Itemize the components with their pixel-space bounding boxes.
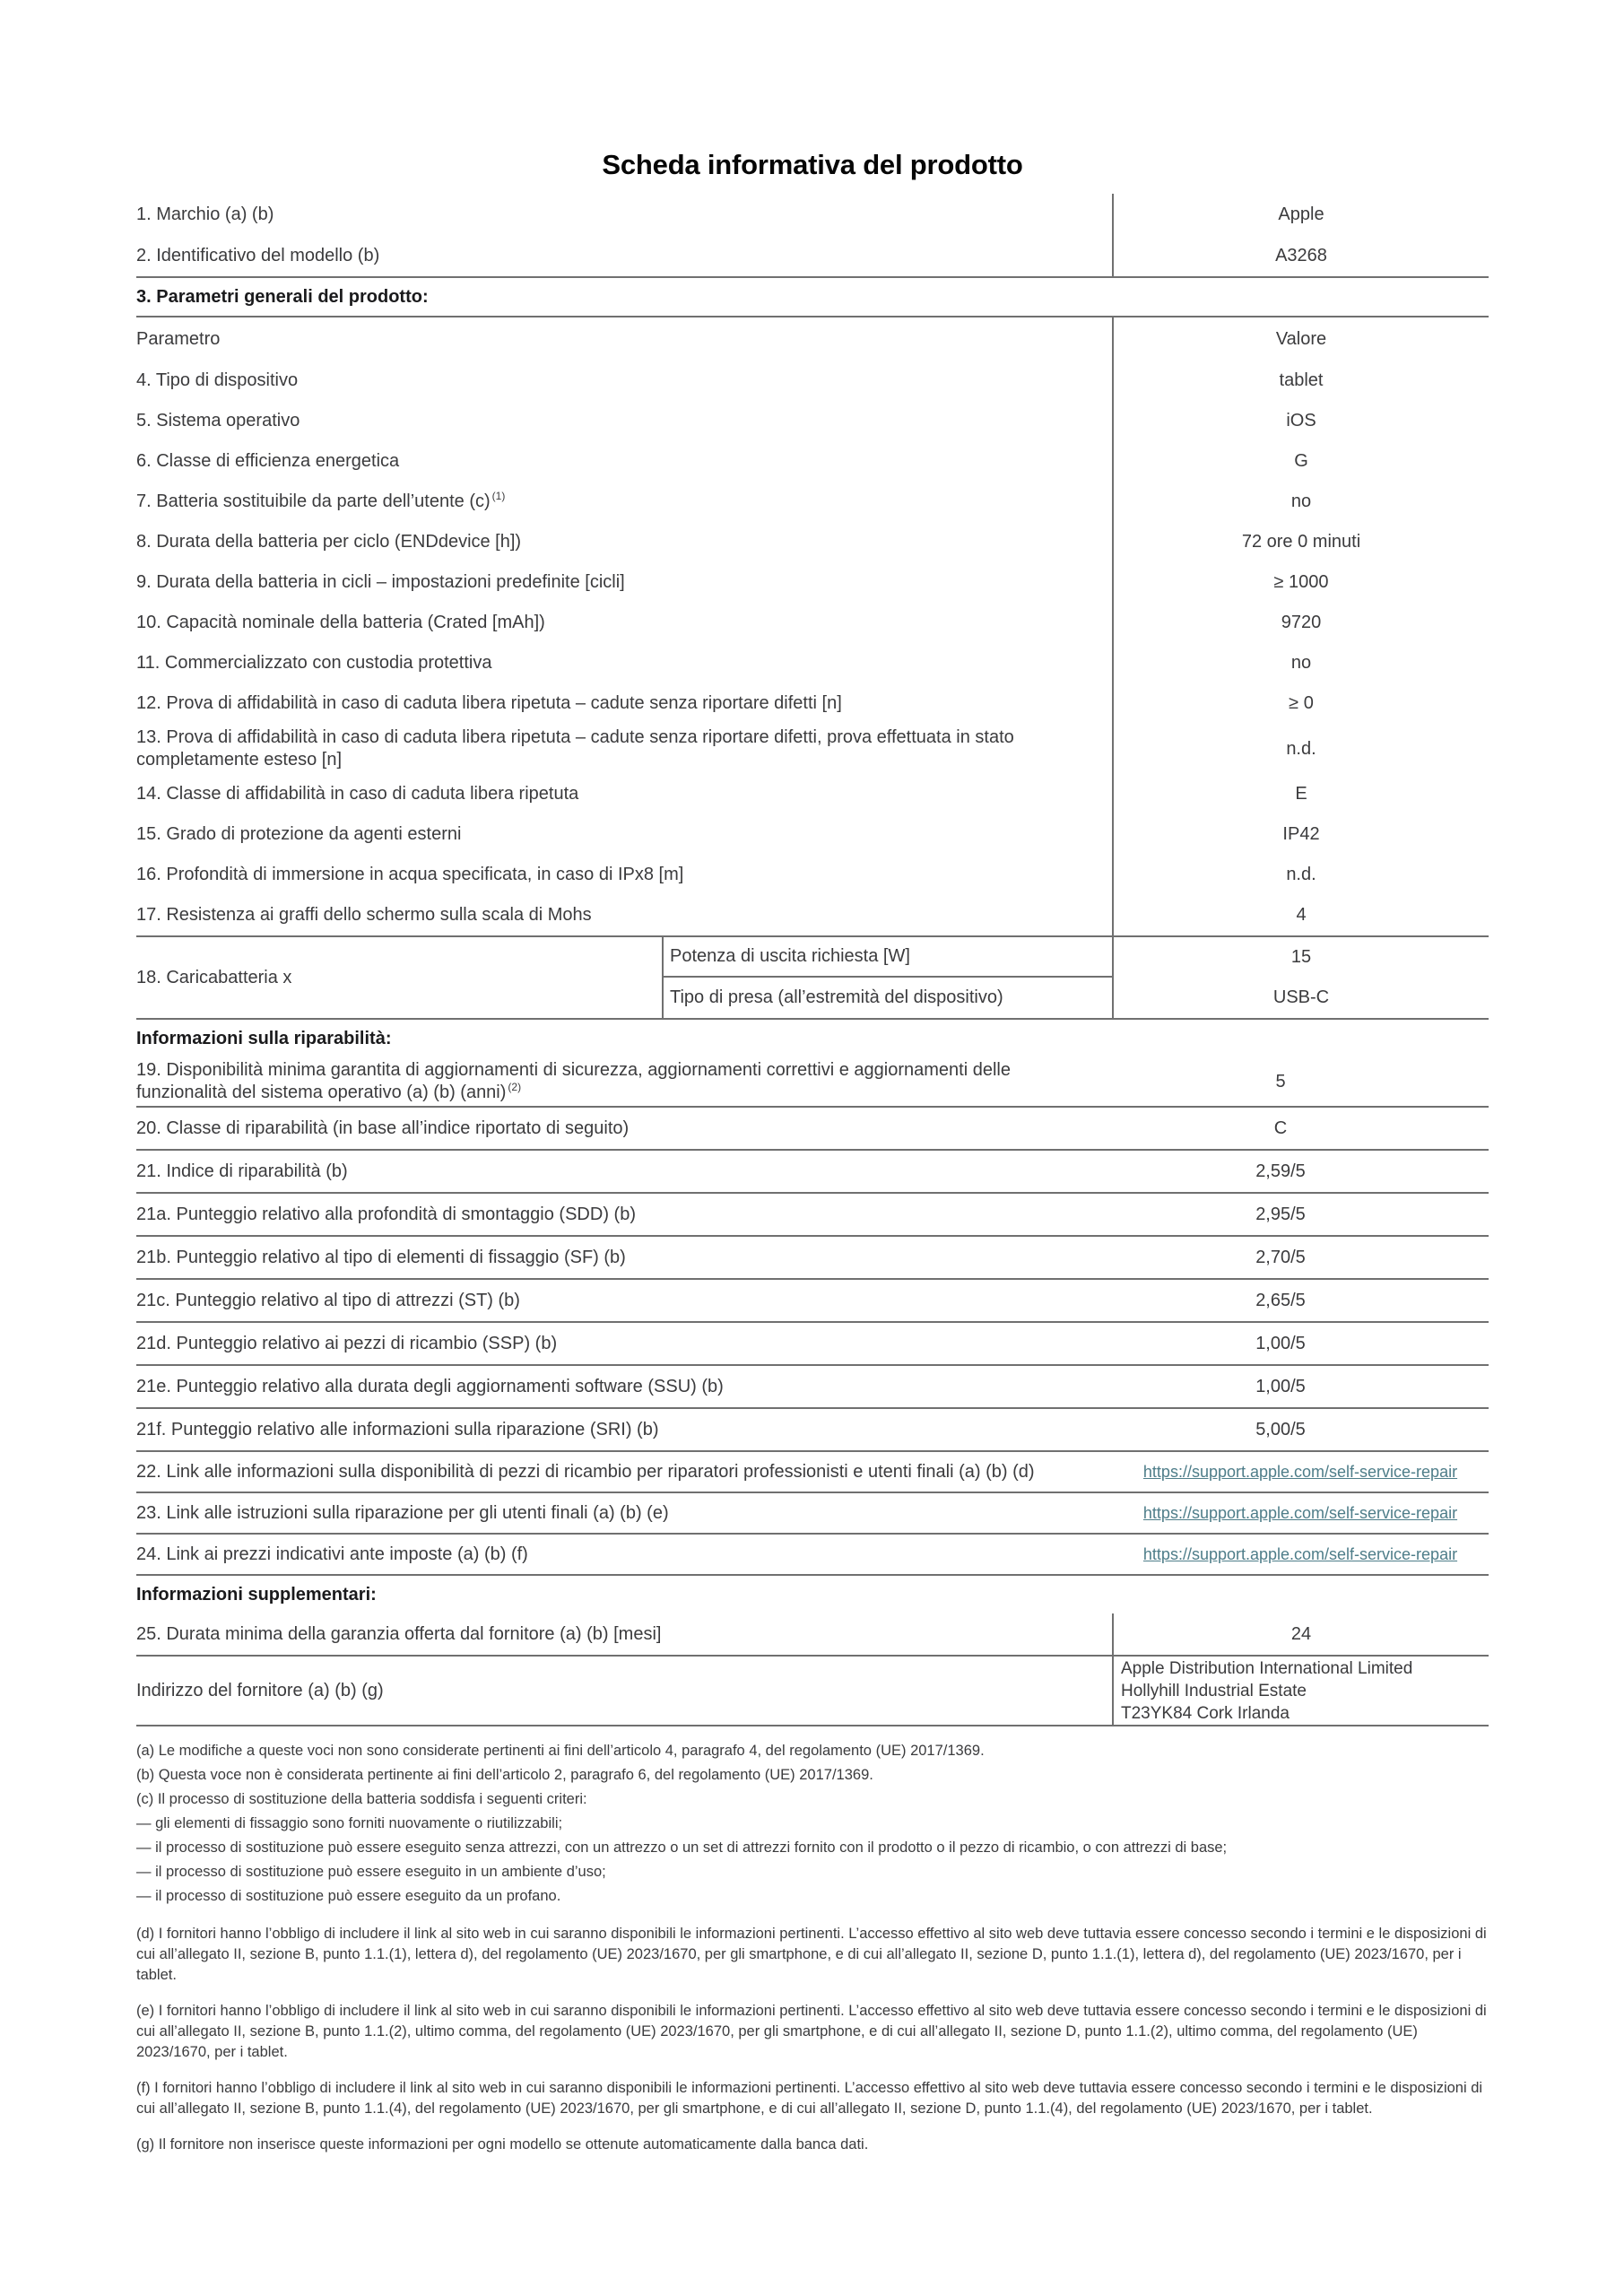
address-line: Apple Distribution International Limited <box>1121 1658 1413 1678</box>
supplier-address <box>1112 1657 1489 1725</box>
table-row <box>136 895 1489 935</box>
row-value: 2,65/5 <box>1255 1290 1306 1310</box>
supplier-address-row <box>136 1657 1489 1726</box>
repair-link[interactable]: https://support.apple.com/self-service-repair <box>1142 1463 1458 1481</box>
row-label: 10. Capacità nominale della batteria (Crated [mAh]) <box>136 613 545 632</box>
row-label: 21f. Punteggio relativo alle informazioni sulla riparazione (SRI) (b) <box>136 1419 659 1439</box>
row-value: A3268 <box>1112 235 1489 276</box>
value-column-header: Valore <box>1112 317 1489 361</box>
row-value: no <box>1112 482 1489 522</box>
repairability-table <box>136 1057 1489 1452</box>
row-label: 9. Durata della batteria in cicli – impostazioni predefinite [cicli] <box>136 572 625 592</box>
repair-links-table <box>136 1452 1489 1576</box>
row-value: ≥ 1000 <box>1112 562 1489 603</box>
row-label: 21a. Punteggio relativo alla profondità di smontaggio (SDD) (b) <box>136 1204 636 1224</box>
table-row <box>136 814 1489 855</box>
row-value: 9720 <box>1112 603 1489 643</box>
table-row <box>136 562 1489 603</box>
charger-sub-label: Tipo di presa (all’estremità del dispositivo) <box>662 978 1112 1018</box>
row-label: 14. Classe di affidabilità in caso di caduta libera ripetuta <box>136 784 579 804</box>
section-heading-repairability: Informazioni sulla riparabilità: <box>136 1028 392 1048</box>
charger-sub-value: 15 <box>1112 937 1489 978</box>
table-row <box>136 1194 1489 1237</box>
row-value: Apple <box>1112 194 1489 235</box>
row-label: 21b. Punteggio relativo al tipo di elementi di fissaggio (SF) (b) <box>136 1247 626 1267</box>
row-label: 19. Disponibilità minima garantita di aggiornamenti di sicurezza, aggiornamenti correttivi e aggiornamenti delle funzionalità del sistema operativo (a) (b) (anni) $^{(2)}$ <box>136 1060 1011 1102</box>
row-value: 24 <box>1112 1613 1489 1655</box>
row-value: tablet <box>1112 361 1489 401</box>
row-value: 1,00/5 <box>1255 1333 1306 1353</box>
row-label: 21e. Punteggio relativo alla durata degli aggiornamenti software (SSU) (b) <box>136 1376 724 1396</box>
table-row <box>136 1409 1489 1452</box>
table-row <box>136 441 1489 482</box>
row-label: 13. Prova di affidabilità in caso di caduta libera ripetuta – cadute senza riportare difetti, prova effettuata in stato completamente esteso [n] <box>136 727 1014 770</box>
row-label: 2. Identificativo del modello (b) <box>136 245 380 265</box>
row-value: ≥ 0 <box>1112 683 1489 724</box>
sheet-container <box>136 0 1489 2155</box>
warranty-row <box>136 1613 1489 1657</box>
row-label: 21. Indice di riparabilità (b) <box>136 1161 348 1181</box>
footnote-ref: (1) <box>491 490 506 503</box>
row-value: C <box>1273 1118 1288 1138</box>
table-row <box>136 401 1489 441</box>
footnote: (d) I fornitori hanno l’obbligo di includere il link al sito web in cui saranno disponibili le informazioni pertinenti. L’accesso effettivo al sito web deve tuttavia essere concesso secondo i termini e le disposizioni di cui all’allegato II, sezione B, punto 1.1.(1), lettera d), del regolamento (UE) 2023/1670, per gli smartphone, e di cui all’allegato II, sezione D, punto 1.1.(1), lettera d), del regolamento (UE) 2023/1670, per i tablet. <box>136 1926 1487 1983</box>
row-label: 25. Durata minima della garanzia offerta dal fornitore (a) (b) [mesi] <box>136 1623 662 1644</box>
row-value: 2,70/5 <box>1255 1247 1306 1267</box>
table-header-row <box>136 317 1489 361</box>
table-row <box>136 361 1489 401</box>
link-cell <box>1112 1535 1489 1574</box>
footnotes-block <box>136 1739 1489 2155</box>
table-row <box>136 1237 1489 1280</box>
table-row <box>136 482 1489 522</box>
link-cell <box>1112 1452 1489 1492</box>
identity-table <box>136 194 1489 276</box>
footnote: — il processo di sostituzione può essere eseguito da un profano. <box>136 1888 561 1904</box>
row-value: 2,95/5 <box>1255 1204 1306 1224</box>
table-row <box>136 1057 1489 1108</box>
table-row <box>136 522 1489 562</box>
row-value: 5 <box>1275 1071 1286 1091</box>
footnote-ref: (2) <box>508 1081 522 1094</box>
table-row <box>136 1280 1489 1323</box>
repair-link[interactable]: https://support.apple.com/self-service-repair <box>1142 1545 1458 1563</box>
row-label: 16. Profondità di immersione in acqua specificata, in caso di IPx8 [m] <box>136 865 684 884</box>
section-heading-supplementary: Informazioni supplementari: <box>136 1584 377 1605</box>
footnote: (c) Il processo di sostituzione della batteria soddisfa i seguenti criteri: <box>136 1791 587 1807</box>
footnote: — il processo di sostituzione può essere eseguito senza attrezzi, con un attrezzo o un set di attrezzi fornito con il prodotto o il pezzo di ricambio, o con attrezzi di base; <box>136 1839 1228 1856</box>
table-row <box>136 1323 1489 1366</box>
row-label: 23. Link alle istruzioni sulla riparazione per gli utenti finali (a) (b) (e) <box>136 1502 669 1523</box>
row-label: 24. Link ai prezzi indicativi ante imposte (a) (b) (f) <box>136 1544 528 1564</box>
table-row <box>136 1108 1489 1151</box>
row-value: IP42 <box>1112 814 1489 855</box>
section-heading-general: 3. Parametri generali del prodotto: <box>136 276 1489 317</box>
table-row <box>136 1366 1489 1409</box>
table-row <box>136 235 1489 276</box>
footnote: (a) Le modifiche a queste voci non sono considerate pertinenti ai fini dell’articolo 4, paragrafo 4, del regolamento (UE) 2017/1369. <box>136 1743 985 1759</box>
row-label: 6. Classe di efficienza energetica <box>136 451 400 471</box>
row-value: iOS <box>1112 401 1489 441</box>
table-row <box>136 724 1489 774</box>
row-label: 7. Batteria sostituibile da parte dell’utente (c) $^{(1)}$ <box>136 490 506 511</box>
row-label: 21d. Punteggio relativo ai pezzi di ricambio (SSP) (b) <box>136 1333 558 1353</box>
table-row <box>136 643 1489 683</box>
row-label: 20. Classe di riparabilità (in base all’indice riportato di seguito) <box>136 1118 630 1138</box>
general-table <box>136 361 1489 935</box>
table-row <box>136 603 1489 643</box>
footnote: (b) Questa voce non è considerata pertinente ai fini dell’articolo 2, paragrafo 6, del regolamento (UE) 2017/1369. <box>136 1767 873 1783</box>
row-label: 15. Grado di protezione da agenti esterni <box>136 824 462 844</box>
footnote: — gli elementi di fissaggio sono forniti nuovamente o riutilizzabili; <box>136 1815 563 1831</box>
row-label: 18. Caricabatteria x <box>136 967 292 987</box>
row-value: n.d. <box>1112 724 1489 774</box>
address-line: Hollyhill Industrial Estate <box>1121 1681 1307 1700</box>
table-row <box>136 1452 1489 1493</box>
row-value: n.d. <box>1112 855 1489 895</box>
table-row <box>136 194 1489 235</box>
row-label: 12. Prova di affidabilità in caso di caduta libera ripetuta – cadute senza riportare difetti [n] <box>136 693 842 713</box>
row-value: no <box>1112 643 1489 683</box>
link-cell <box>1112 1493 1489 1533</box>
row-label: Indirizzo del fornitore (a) (b) (g) <box>136 1680 384 1700</box>
table-row <box>136 1151 1489 1194</box>
charger-sub-label: Potenza di uscita richiesta [W] <box>662 937 1112 978</box>
footnote: (e) I fornitori hanno l’obbligo di includere il link al sito web in cui saranno disponibili le informazioni pertinenti. L’accesso effettivo al sito web deve tuttavia essere concesso secondo i termini e le disposizioni di cui all’allegato II, sezione B, punto 1.1.(2), ultimo comma, del regolamento (UE) 2023/1670, per gli smartphone, e di cui all’allegato II, sezione D, punto 1.1.(2), ultimo comma, del regolamento (UE) 2023/1670, per i tablet. <box>136 2003 1487 2060</box>
charger-sub-value: USB-C <box>1112 978 1489 1018</box>
table-row <box>136 1493 1489 1535</box>
table-row <box>136 774 1489 814</box>
table-row <box>136 1535 1489 1576</box>
footnote: (f) I fornitori hanno l’obbligo di includere il link al sito web in cui saranno disponibili le informazioni pertinenti. L’accesso effettivo al sito web deve tuttavia essere concesso secondo i termini e le disposizioni di cui all’allegato II, sezione B, punto 1.1.(4), del regolamento (UE) 2023/1670, per gli smartphone, e di cui all’allegato II, sezione D, punto 1.1.(4), del regolamento (UE) 2023/1670, per i tablet. <box>136 2080 1483 2117</box>
row-value: 5,00/5 <box>1255 1419 1306 1439</box>
row-value: 1,00/5 <box>1255 1376 1306 1396</box>
row-label: 4. Tipo di dispositivo <box>136 370 299 390</box>
row-value: 72 ore 0 minuti <box>1112 522 1489 562</box>
param-column-header: Parametro <box>136 328 221 349</box>
row-label: 5. Sistema operativo <box>136 411 300 430</box>
row-label: 22. Link alle informazioni sulla disponibilità di pezzi di ricambio per riparatori professionisti e utenti finali (a) (b) (d) <box>136 1461 1035 1482</box>
charger-row <box>136 935 1489 1020</box>
row-value: 4 <box>1112 895 1489 935</box>
repair-link[interactable]: https://support.apple.com/self-service-repair <box>1142 1504 1458 1522</box>
row-value: 2,59/5 <box>1255 1161 1306 1181</box>
table-row <box>136 683 1489 724</box>
row-value: G <box>1112 441 1489 482</box>
row-label: 8. Durata della batteria per ciclo (ENDdevice [h]) <box>136 532 522 552</box>
row-value: E <box>1112 774 1489 814</box>
row-label: 21c. Punteggio relativo al tipo di attrezzi (ST) (b) <box>136 1290 520 1310</box>
footnote: — il processo di sostituzione può essere eseguito in un ambiente d’uso; <box>136 1864 606 1880</box>
row-label: 11. Commercializzato con custodia protettiva <box>136 653 492 673</box>
footnote: (g) Il fornitore non inserisce queste informazioni per ogni modello se ottenute automaticamente dalla banca dati. <box>136 2136 869 2152</box>
page-title: Scheda informativa del prodotto <box>602 149 1023 180</box>
row-label: 1. Marchio (a) (b) <box>136 204 274 224</box>
table-row <box>136 855 1489 895</box>
row-label: 17. Resistenza ai graffi dello schermo sulla scala di Mohs <box>136 905 592 925</box>
address-line: T23YK84 Cork Irlanda <box>1121 1703 1290 1723</box>
